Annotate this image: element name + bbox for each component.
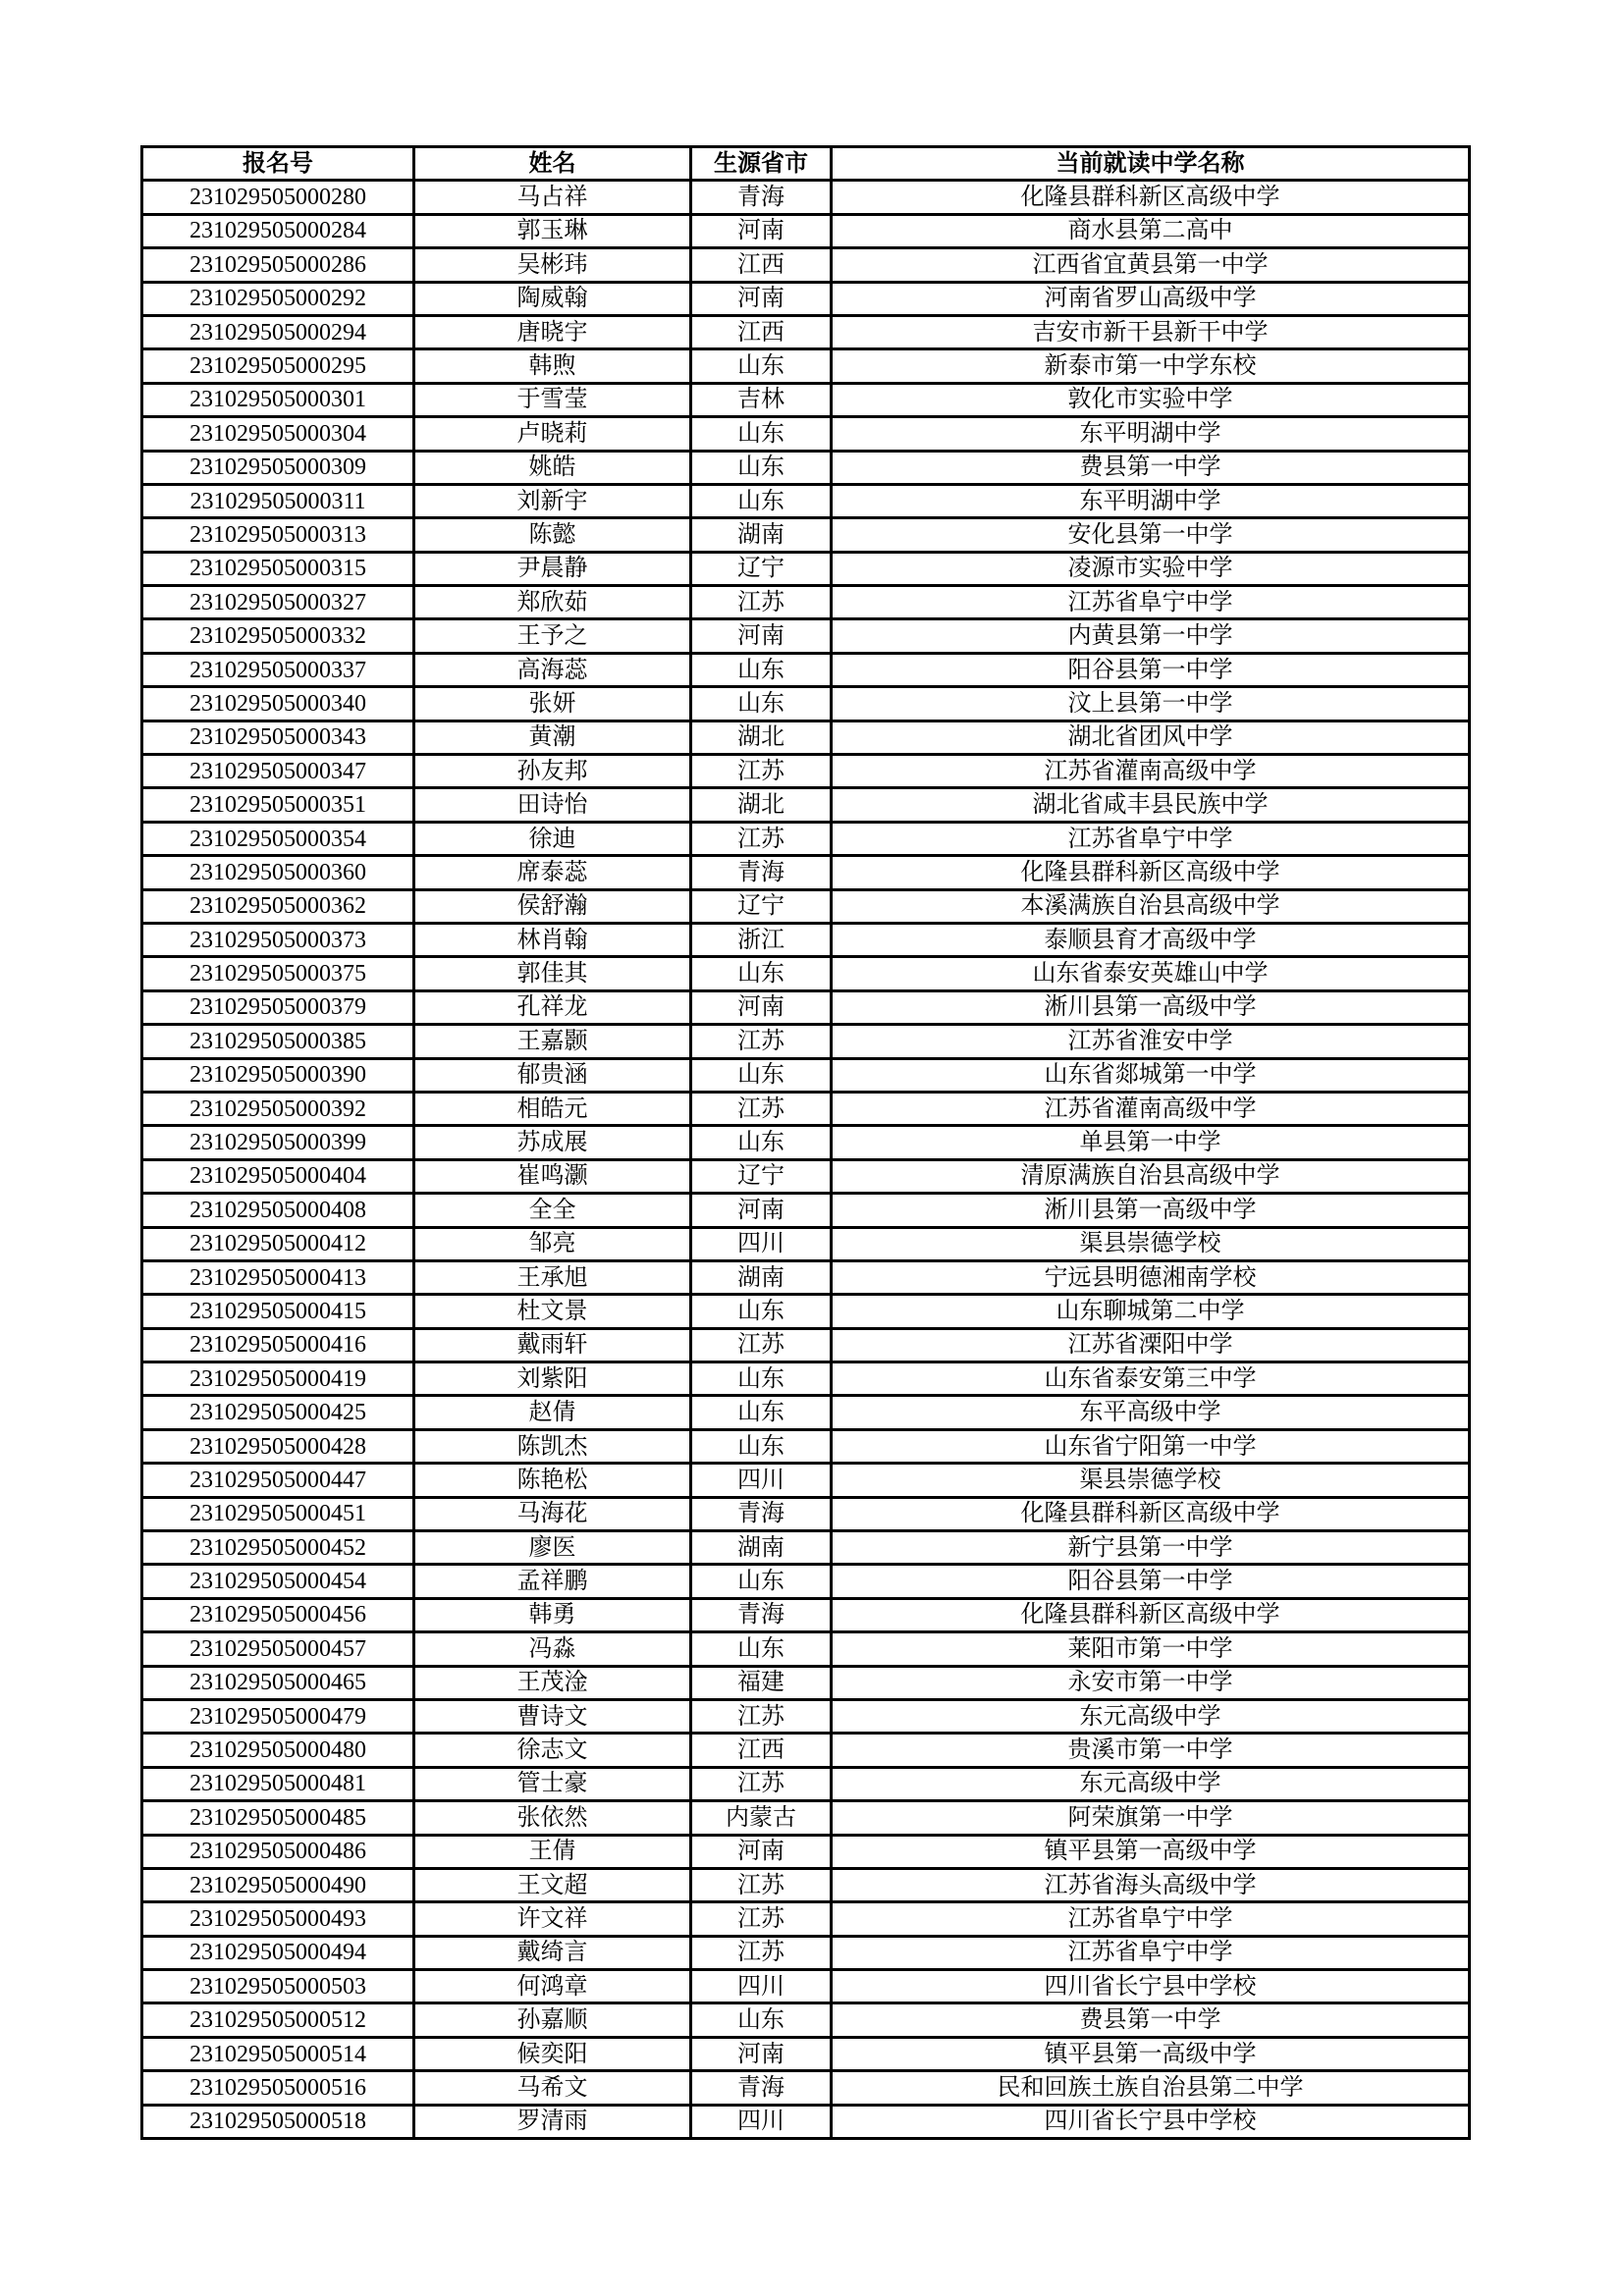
- header-row: [142, 147, 1470, 181]
- school-cell: 莱阳市第一中学: [832, 1632, 1470, 1666]
- school-cell: 四川省长宁县中学校: [832, 1970, 1470, 2003]
- registration-number-cell: 231029505000347: [142, 755, 414, 788]
- registration-number-cell: 231029505000340: [142, 687, 414, 721]
- province-cell: 青海: [691, 1598, 832, 1631]
- table-row: [142, 1699, 1470, 1733]
- province-cell: 江苏: [691, 1025, 832, 1058]
- table-row: [142, 1227, 1470, 1260]
- table-row: [142, 1565, 1470, 1598]
- registration-number-cell: 231029505000480: [142, 1734, 414, 1767]
- registration-number-cell: 231029505000451: [142, 1497, 414, 1530]
- name-cell: 王茂淦: [414, 1666, 691, 1699]
- name-cell: 许文祥: [414, 1902, 691, 1936]
- name-cell: 孙嘉顺: [414, 2003, 691, 2037]
- name-cell: 于雪莹: [414, 383, 691, 416]
- province-cell: 山东: [691, 451, 832, 484]
- registration-number-cell: 231029505000454: [142, 1565, 414, 1598]
- school-cell: 东平明湖中学: [832, 484, 1470, 517]
- table-body: [142, 181, 1470, 2139]
- registration-number-cell: 231029505000362: [142, 889, 414, 923]
- table-row: [142, 923, 1470, 956]
- school-cell: 镇平县第一高级中学: [832, 2037, 1470, 2070]
- school-cell: 江苏省淮安中学: [832, 1025, 1470, 1058]
- table-row: [142, 1194, 1470, 1227]
- name-cell: 张妍: [414, 687, 691, 721]
- table-row: [142, 619, 1470, 653]
- registration-number-cell: 231029505000311: [142, 484, 414, 517]
- name-cell: 姚皓: [414, 451, 691, 484]
- column-header-name: 姓名: [414, 147, 691, 181]
- registration-number-cell: 231029505000313: [142, 518, 414, 552]
- name-cell: 何鸿章: [414, 1970, 691, 2003]
- province-cell: 江苏: [691, 755, 832, 788]
- table-row: [142, 181, 1470, 214]
- registration-number-cell: 231029505000404: [142, 1159, 414, 1193]
- table-row: [142, 2105, 1470, 2138]
- name-cell: 王嘉颢: [414, 1025, 691, 1058]
- table-row: [142, 1159, 1470, 1193]
- registration-number-cell: 231029505000447: [142, 1464, 414, 1497]
- name-cell: 唐晓宇: [414, 315, 691, 348]
- registration-number-cell: 231029505000343: [142, 721, 414, 754]
- province-cell: 河南: [691, 214, 832, 247]
- table-row: [142, 1260, 1470, 1294]
- table-row: [142, 484, 1470, 517]
- school-cell: 费县第一中学: [832, 2003, 1470, 2037]
- table-row: [142, 990, 1470, 1024]
- table-row: [142, 788, 1470, 822]
- registration-number-cell: 231029505000490: [142, 1868, 414, 1901]
- name-cell: 卢晓莉: [414, 417, 691, 451]
- province-cell: 山东: [691, 1396, 832, 1429]
- table-row: [142, 1295, 1470, 1328]
- school-cell: 凌源市实验中学: [832, 552, 1470, 585]
- registration-number-cell: 231029505000518: [142, 2105, 414, 2138]
- province-cell: 河南: [691, 1194, 832, 1227]
- school-cell: 宁远县明德湘南学校: [832, 1260, 1470, 1294]
- registration-number-cell: 231029505000481: [142, 1767, 414, 1800]
- column-header-registration-number: 报名号: [142, 147, 414, 181]
- registration-number-cell: 231029505000503: [142, 1970, 414, 2003]
- province-cell: 福建: [691, 1666, 832, 1699]
- province-cell: 辽宁: [691, 552, 832, 585]
- registration-number-cell: 231029505000295: [142, 349, 414, 383]
- registration-number-cell: 231029505000292: [142, 282, 414, 315]
- province-cell: 江苏: [691, 1699, 832, 1733]
- province-cell: 湖南: [691, 518, 832, 552]
- province-cell: 河南: [691, 619, 832, 653]
- registration-number-cell: 231029505000457: [142, 1632, 414, 1666]
- registration-number-cell: 231029505000379: [142, 990, 414, 1024]
- school-cell: 山东省泰安英雄山中学: [832, 957, 1470, 990]
- name-cell: 徐志文: [414, 1734, 691, 1767]
- province-cell: 山东: [691, 1126, 832, 1159]
- name-cell: 全全: [414, 1194, 691, 1227]
- table-row: [142, 822, 1470, 855]
- registration-number-cell: 231029505000304: [142, 417, 414, 451]
- school-cell: 渠县崇德学校: [832, 1227, 1470, 1260]
- registration-number-cell: 231029505000416: [142, 1328, 414, 1362]
- registration-number-cell: 231029505000315: [142, 552, 414, 585]
- table-row: [142, 349, 1470, 383]
- name-cell: 管士豪: [414, 1767, 691, 1800]
- school-cell: 江西省宜黄县第一中学: [832, 248, 1470, 282]
- name-cell: 曹诗文: [414, 1699, 691, 1733]
- name-cell: 廖医: [414, 1531, 691, 1565]
- province-cell: 河南: [691, 2037, 832, 2070]
- name-cell: 戴雨轩: [414, 1328, 691, 1362]
- province-cell: 湖南: [691, 1531, 832, 1565]
- name-cell: 尹晨静: [414, 552, 691, 585]
- table-row: [142, 1666, 1470, 1699]
- registration-number-cell: 231029505000390: [142, 1058, 414, 1092]
- province-cell: 山东: [691, 1429, 832, 1463]
- province-cell: 湖北: [691, 788, 832, 822]
- name-cell: 郭佳其: [414, 957, 691, 990]
- name-cell: 黄潮: [414, 721, 691, 754]
- name-cell: 韩煦: [414, 349, 691, 383]
- table-row: [142, 518, 1470, 552]
- school-cell: 河南省罗山高级中学: [832, 282, 1470, 315]
- name-cell: 陈凯杰: [414, 1429, 691, 1463]
- school-cell: 江苏省阜宁中学: [832, 822, 1470, 855]
- registration-number-cell: 231029505000412: [142, 1227, 414, 1260]
- name-cell: 徐迪: [414, 822, 691, 855]
- province-cell: 河南: [691, 282, 832, 315]
- registration-number-cell: 231029505000452: [142, 1531, 414, 1565]
- table-row: [142, 1362, 1470, 1396]
- name-cell: 席泰蕊: [414, 856, 691, 889]
- school-cell: 化隆县群科新区高级中学: [832, 181, 1470, 214]
- registration-number-cell: 231029505000360: [142, 856, 414, 889]
- table-row: [142, 957, 1470, 990]
- table-row: [142, 214, 1470, 247]
- table-row: [142, 889, 1470, 923]
- school-cell: 江苏省灌南高级中学: [832, 1092, 1470, 1125]
- province-cell: 江苏: [691, 586, 832, 619]
- school-cell: 单县第一中学: [832, 1126, 1470, 1159]
- province-cell: 山东: [691, 957, 832, 990]
- school-cell: 淅川县第一高级中学: [832, 990, 1470, 1024]
- registration-number-cell: 231029505000479: [142, 1699, 414, 1733]
- registration-number-cell: 231029505000408: [142, 1194, 414, 1227]
- school-cell: 内黄县第一中学: [832, 619, 1470, 653]
- name-cell: 邹亮: [414, 1227, 691, 1260]
- province-cell: 山东: [691, 653, 832, 686]
- table-row: [142, 1801, 1470, 1835]
- column-header-province: 生源省市: [691, 147, 832, 181]
- registration-number-cell: 231029505000309: [142, 451, 414, 484]
- province-cell: 江苏: [691, 822, 832, 855]
- registration-number-cell: 231029505000399: [142, 1126, 414, 1159]
- registration-number-cell: 231029505000284: [142, 214, 414, 247]
- table-row: [142, 721, 1470, 754]
- table-row: [142, 1464, 1470, 1497]
- school-cell: 新泰市第一中学东校: [832, 349, 1470, 383]
- province-cell: 江西: [691, 315, 832, 348]
- school-cell: 江苏省阜宁中学: [832, 1936, 1470, 1969]
- registration-number-cell: 231029505000286: [142, 248, 414, 282]
- school-cell: 江苏省溧阳中学: [832, 1328, 1470, 1362]
- registration-number-cell: 231029505000494: [142, 1936, 414, 1969]
- name-cell: 郭玉琳: [414, 214, 691, 247]
- school-cell: 渠县崇德学校: [832, 1464, 1470, 1497]
- province-cell: 江苏: [691, 1328, 832, 1362]
- school-cell: 阿荣旗第一中学: [832, 1801, 1470, 1835]
- name-cell: 侯舒瀚: [414, 889, 691, 923]
- applicant-roster-table: [140, 145, 1471, 2140]
- registration-number-cell: 231029505000428: [142, 1429, 414, 1463]
- table-row: [142, 1429, 1470, 1463]
- table-row: [142, 1632, 1470, 1666]
- province-cell: 江苏: [691, 1767, 832, 1800]
- province-cell: 青海: [691, 2071, 832, 2105]
- school-cell: 淅川县第一高级中学: [832, 1194, 1470, 1227]
- province-cell: 四川: [691, 1464, 832, 1497]
- school-cell: 清原满族自治县高级中学: [832, 1159, 1470, 1193]
- province-cell: 江苏: [691, 1868, 832, 1901]
- table-row: [142, 2037, 1470, 2070]
- name-cell: 马海花: [414, 1497, 691, 1530]
- school-cell: 湖北省咸丰县民族中学: [832, 788, 1470, 822]
- name-cell: 王予之: [414, 619, 691, 653]
- table-row: [142, 1598, 1470, 1631]
- school-cell: 本溪满族自治县高级中学: [832, 889, 1470, 923]
- province-cell: 江苏: [691, 1902, 832, 1936]
- province-cell: 四川: [691, 1227, 832, 1260]
- table-row: [142, 417, 1470, 451]
- table-row: [142, 2071, 1470, 2105]
- school-cell: 化隆县群科新区高级中学: [832, 1497, 1470, 1530]
- name-cell: 王文超: [414, 1868, 691, 1901]
- table-row: [142, 315, 1470, 348]
- school-cell: 化隆县群科新区高级中学: [832, 856, 1470, 889]
- table-row: [142, 248, 1470, 282]
- school-cell: 东元高级中学: [832, 1767, 1470, 1800]
- school-cell: 化隆县群科新区高级中学: [832, 1598, 1470, 1631]
- school-cell: 江苏省海头高级中学: [832, 1868, 1470, 1901]
- province-cell: 江西: [691, 1734, 832, 1767]
- registration-number-cell: 231029505000392: [142, 1092, 414, 1125]
- province-cell: 山东: [691, 2003, 832, 2037]
- registration-number-cell: 231029505000354: [142, 822, 414, 855]
- province-cell: 青海: [691, 856, 832, 889]
- province-cell: 山东: [691, 349, 832, 383]
- table-row: [142, 1396, 1470, 1429]
- school-cell: 东平明湖中学: [832, 417, 1470, 451]
- registration-number-cell: 231029505000465: [142, 1666, 414, 1699]
- registration-number-cell: 231029505000456: [142, 1598, 414, 1631]
- registration-number-cell: 231029505000485: [142, 1801, 414, 1835]
- registration-number-cell: 231029505000486: [142, 1835, 414, 1868]
- table-row: [142, 1936, 1470, 1969]
- school-cell: 民和回族土族自治县第二中学: [832, 2071, 1470, 2105]
- registration-number-cell: 231029505000425: [142, 1396, 414, 1429]
- province-cell: 青海: [691, 1497, 832, 1530]
- name-cell: 郁贵涵: [414, 1058, 691, 1092]
- school-cell: 敦化市实验中学: [832, 383, 1470, 416]
- registration-number-cell: 231029505000413: [142, 1260, 414, 1294]
- registration-number-cell: 231029505000280: [142, 181, 414, 214]
- school-cell: 汶上县第一中学: [832, 687, 1470, 721]
- name-cell: 陈艳松: [414, 1464, 691, 1497]
- name-cell: 杜文景: [414, 1295, 691, 1328]
- province-cell: 辽宁: [691, 889, 832, 923]
- name-cell: 高海蕊: [414, 653, 691, 686]
- name-cell: 陶威翰: [414, 282, 691, 315]
- province-cell: 河南: [691, 990, 832, 1024]
- province-cell: 山东: [691, 417, 832, 451]
- province-cell: 青海: [691, 181, 832, 214]
- registration-number-cell: 231029505000419: [142, 1362, 414, 1396]
- table-row: [142, 1970, 1470, 2003]
- name-cell: 戴绮言: [414, 1936, 691, 1969]
- table-row: [142, 1868, 1470, 1901]
- province-cell: 浙江: [691, 923, 832, 956]
- name-cell: 孟祥鹏: [414, 1565, 691, 1598]
- name-cell: 候奕阳: [414, 2037, 691, 2070]
- name-cell: 王倩: [414, 1835, 691, 1868]
- registration-number-cell: 231029505000493: [142, 1902, 414, 1936]
- school-cell: 山东省郯城第一中学: [832, 1058, 1470, 1092]
- school-cell: 商水县第二高中: [832, 214, 1470, 247]
- name-cell: 张依然: [414, 1801, 691, 1835]
- school-cell: 湖北省团风中学: [832, 721, 1470, 754]
- province-cell: 山东: [691, 687, 832, 721]
- name-cell: 刘紫阳: [414, 1362, 691, 1396]
- school-cell: 吉安市新干县新干中学: [832, 315, 1470, 348]
- table-row: [142, 755, 1470, 788]
- name-cell: 孙友邦: [414, 755, 691, 788]
- province-cell: 山东: [691, 1058, 832, 1092]
- name-cell: 郑欣茹: [414, 586, 691, 619]
- registration-number-cell: 231029505000301: [142, 383, 414, 416]
- name-cell: 赵倩: [414, 1396, 691, 1429]
- school-cell: 山东省宁阳第一中学: [832, 1429, 1470, 1463]
- table-row: [142, 1025, 1470, 1058]
- table-row: [142, 451, 1470, 484]
- province-cell: 江苏: [691, 1936, 832, 1969]
- school-cell: 阳谷县第一中学: [832, 653, 1470, 686]
- name-cell: 刘新宇: [414, 484, 691, 517]
- school-cell: 泰顺县育才高级中学: [832, 923, 1470, 956]
- registration-number-cell: 231029505000351: [142, 788, 414, 822]
- table-row: [142, 856, 1470, 889]
- table-row: [142, 1734, 1470, 1767]
- name-cell: 吴彬玮: [414, 248, 691, 282]
- registration-number-cell: 231029505000415: [142, 1295, 414, 1328]
- name-cell: 王承旭: [414, 1260, 691, 1294]
- school-cell: 镇平县第一高级中学: [832, 1835, 1470, 1868]
- name-cell: 田诗怡: [414, 788, 691, 822]
- province-cell: 江苏: [691, 1092, 832, 1125]
- province-cell: 山东: [691, 1295, 832, 1328]
- name-cell: 冯淼: [414, 1632, 691, 1666]
- table-row: [142, 1092, 1470, 1125]
- name-cell: 罗清雨: [414, 2105, 691, 2138]
- province-cell: 辽宁: [691, 1159, 832, 1193]
- province-cell: 四川: [691, 1970, 832, 2003]
- province-cell: 湖南: [691, 1260, 832, 1294]
- school-cell: 东平高级中学: [832, 1396, 1470, 1429]
- province-cell: 四川: [691, 2105, 832, 2138]
- name-cell: 陈懿: [414, 518, 691, 552]
- school-cell: 费县第一中学: [832, 451, 1470, 484]
- table-row: [142, 282, 1470, 315]
- table-row: [142, 1902, 1470, 1936]
- province-cell: 山东: [691, 484, 832, 517]
- name-cell: 马占祥: [414, 181, 691, 214]
- column-header-school: 当前就读中学名称: [832, 147, 1470, 181]
- registration-number-cell: 231029505000512: [142, 2003, 414, 2037]
- school-cell: 山东聊城第二中学: [832, 1295, 1470, 1328]
- province-cell: 山东: [691, 1565, 832, 1598]
- school-cell: 山东省泰安第三中学: [832, 1362, 1470, 1396]
- province-cell: 河南: [691, 1835, 832, 1868]
- table-row: [142, 1531, 1470, 1565]
- school-cell: 江苏省灌南高级中学: [832, 755, 1470, 788]
- registration-number-cell: 231029505000516: [142, 2071, 414, 2105]
- name-cell: 韩勇: [414, 1598, 691, 1631]
- province-cell: 湖北: [691, 721, 832, 754]
- registration-number-cell: 231029505000375: [142, 957, 414, 990]
- name-cell: 苏成展: [414, 1126, 691, 1159]
- name-cell: 马希文: [414, 2071, 691, 2105]
- table-row: [142, 552, 1470, 585]
- name-cell: 林肖翰: [414, 923, 691, 956]
- registration-number-cell: 231029505000385: [142, 1025, 414, 1058]
- province-cell: 内蒙古: [691, 1801, 832, 1835]
- school-cell: 贵溪市第一中学: [832, 1734, 1470, 1767]
- table-row: [142, 687, 1470, 721]
- registration-number-cell: 231029505000337: [142, 653, 414, 686]
- name-cell: 崔鸣灏: [414, 1159, 691, 1193]
- school-cell: 江苏省阜宁中学: [832, 586, 1470, 619]
- registration-number-cell: 231029505000332: [142, 619, 414, 653]
- name-cell: 孔祥龙: [414, 990, 691, 1024]
- school-cell: 阳谷县第一中学: [832, 1565, 1470, 1598]
- registration-number-cell: 231029505000514: [142, 2037, 414, 2070]
- table-row: [142, 1497, 1470, 1530]
- province-cell: 江西: [691, 248, 832, 282]
- name-cell: 相皓元: [414, 1092, 691, 1125]
- province-cell: 山东: [691, 1362, 832, 1396]
- registration-number-cell: 231029505000373: [142, 923, 414, 956]
- school-cell: 永安市第一中学: [832, 1666, 1470, 1699]
- registration-number-cell: 231029505000294: [142, 315, 414, 348]
- table-row: [142, 653, 1470, 686]
- registration-number-cell: 231029505000327: [142, 586, 414, 619]
- table-row: [142, 1126, 1470, 1159]
- table-row: [142, 1767, 1470, 1800]
- school-cell: 四川省长宁县中学校: [832, 2105, 1470, 2138]
- table-row: [142, 2003, 1470, 2037]
- school-cell: 新宁县第一中学: [832, 1531, 1470, 1565]
- table-row: [142, 586, 1470, 619]
- school-cell: 东元高级中学: [832, 1699, 1470, 1733]
- school-cell: 江苏省阜宁中学: [832, 1902, 1470, 1936]
- table-row: [142, 1835, 1470, 1868]
- school-cell: 安化县第一中学: [832, 518, 1470, 552]
- table-row: [142, 383, 1470, 416]
- table-row: [142, 1328, 1470, 1362]
- province-cell: 山东: [691, 1632, 832, 1666]
- province-cell: 吉林: [691, 383, 832, 416]
- table-row: [142, 1058, 1470, 1092]
